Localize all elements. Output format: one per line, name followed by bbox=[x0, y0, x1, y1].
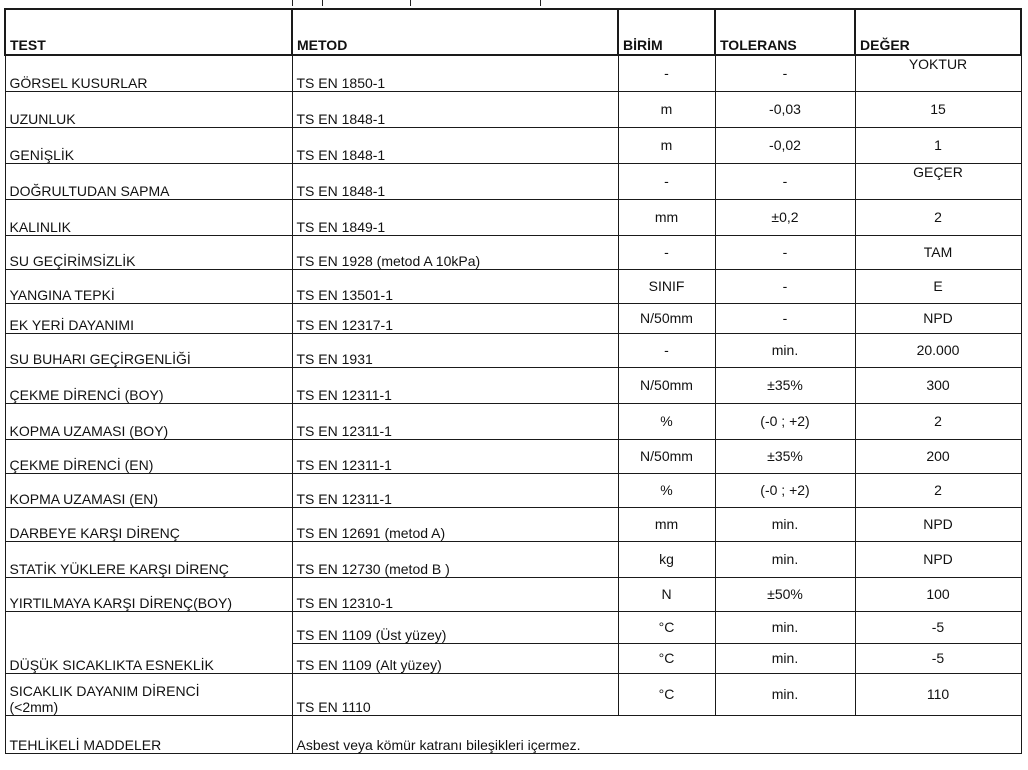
cell-tolerans: ±50% bbox=[715, 577, 855, 611]
cell-deger: GEÇER bbox=[855, 163, 1021, 199]
cell-test: ÇEKME DİRENCİ (EN) bbox=[5, 439, 292, 473]
spec-table bbox=[4, 8, 1022, 754]
table-row bbox=[5, 333, 1021, 367]
cell-deger: 110 bbox=[855, 673, 1021, 715]
cell-tolerans: ±0,2 bbox=[715, 199, 855, 235]
cell-birim: mm bbox=[618, 199, 715, 235]
cell-test-line: SICAKLIK DAYANIM DİRENCİ bbox=[9, 682, 200, 699]
cell-note: Asbest veya kömür katranı bileşikleri içermez. bbox=[292, 715, 1021, 753]
cell-tolerans: (-0 ; +2) bbox=[715, 473, 855, 507]
cell-deger: -5 bbox=[855, 643, 1021, 673]
cell-tolerans: min. bbox=[715, 333, 855, 367]
cell-birim: - bbox=[618, 235, 715, 269]
cell-metod: TS EN 1928 (metod A 10kPa) bbox=[292, 235, 618, 269]
cell-metod: TS EN 1110 bbox=[292, 673, 618, 715]
table-row bbox=[5, 403, 1021, 439]
header-birim: BİRİM bbox=[618, 9, 715, 55]
cell-deger: 1 bbox=[855, 127, 1021, 163]
cell-metod: TS EN 12317-1 bbox=[292, 303, 618, 333]
cell-birim: - bbox=[618, 55, 715, 91]
cell-birim: N/50mm bbox=[618, 439, 715, 473]
cell-test: SU BUHARI GEÇİRGENLİĞİ bbox=[5, 333, 292, 367]
cell-test: KALINLIK bbox=[5, 199, 292, 235]
cell-metod: TS EN 12730 (metod B ) bbox=[292, 541, 618, 577]
table-row bbox=[5, 577, 1021, 611]
cell-tolerans: -0,02 bbox=[715, 127, 855, 163]
header-metod: METOD bbox=[292, 9, 618, 55]
cell-tolerans: - bbox=[715, 269, 855, 303]
cell-test: GÖRSEL KUSURLAR bbox=[5, 55, 292, 91]
header-tolerans: TOLERANS bbox=[715, 9, 855, 55]
cell-metod: TS EN 1848-1 bbox=[292, 91, 618, 127]
cell-metod: TS EN 13501-1 bbox=[292, 269, 618, 303]
cell-tolerans: min. bbox=[715, 541, 855, 577]
cell-tolerans: - bbox=[715, 55, 855, 91]
cell-test: EK YERİ DAYANIMI bbox=[5, 303, 292, 333]
cell-test: STATİK YÜKLERE KARŞI DİRENÇ bbox=[5, 541, 292, 577]
cell-tolerans: -0,03 bbox=[715, 91, 855, 127]
cell-birim: - bbox=[618, 333, 715, 367]
cell-metod: TS EN 1109 (Alt yüzey) bbox=[292, 643, 618, 673]
cell-tolerans: ±35% bbox=[715, 367, 855, 403]
cell-test: DÜŞÜK SICAKLIKTA ESNEKLİK bbox=[5, 611, 292, 673]
table-row bbox=[5, 91, 1021, 127]
cell-test bbox=[5, 673, 292, 715]
cell-tolerans: - bbox=[715, 235, 855, 269]
cell-deger: E bbox=[855, 269, 1021, 303]
cell-test: ÇEKME DİRENCİ (BOY) bbox=[5, 367, 292, 403]
cell-test: YIRTILMAYA KARŞI DİRENÇ(BOY) bbox=[5, 577, 292, 611]
cell-deger: NPD bbox=[855, 507, 1021, 541]
cell-tolerans: min. bbox=[715, 611, 855, 643]
cell-metod: TS EN 1931 bbox=[292, 333, 618, 367]
cell-metod: TS EN 12311-1 bbox=[292, 439, 618, 473]
cell-tolerans: - bbox=[715, 163, 855, 199]
cell-metod: TS EN 1109 (Üst yüzey) bbox=[292, 611, 618, 643]
cell-test-line: (<2mm) bbox=[9, 698, 59, 715]
cell-test: DARBEYE KARŞI DİRENÇ bbox=[5, 507, 292, 541]
cell-deger: 20.000 bbox=[855, 333, 1021, 367]
cell-metod: TS EN 1848-1 bbox=[292, 127, 618, 163]
cell-metod: TS EN 12310-1 bbox=[292, 577, 618, 611]
cell-birim: - bbox=[618, 163, 715, 199]
table-row bbox=[5, 235, 1021, 269]
table-row bbox=[5, 269, 1021, 303]
cell-birim: N/50mm bbox=[618, 303, 715, 333]
header-test: TEST bbox=[5, 9, 292, 55]
cell-deger: 2 bbox=[855, 473, 1021, 507]
cell-birim: °C bbox=[618, 673, 715, 715]
cell-metod: TS EN 1849-1 bbox=[292, 199, 618, 235]
cell-deger: YOKTUR bbox=[855, 55, 1021, 91]
cell-metod: TS EN 12311-1 bbox=[292, 403, 618, 439]
table-row bbox=[5, 367, 1021, 403]
cell-birim: % bbox=[618, 473, 715, 507]
table-row bbox=[5, 673, 1021, 715]
cell-test: DOĞRULTUDAN SAPMA bbox=[5, 163, 292, 199]
table-row bbox=[5, 303, 1021, 333]
cell-test: SU GEÇİRİMSİZLİK bbox=[5, 235, 292, 269]
header-row bbox=[5, 9, 1021, 55]
cell-metod: TS EN 1850-1 bbox=[292, 55, 618, 91]
cell-metod: TS EN 12311-1 bbox=[292, 367, 618, 403]
cell-deger: TAM bbox=[855, 235, 1021, 269]
cell-metod: TS EN 12691 (metod A) bbox=[292, 507, 618, 541]
cell-tolerans: min. bbox=[715, 507, 855, 541]
cell-deger: 100 bbox=[855, 577, 1021, 611]
table-row bbox=[5, 127, 1021, 163]
table-row bbox=[5, 507, 1021, 541]
table-row bbox=[5, 439, 1021, 473]
cell-test: KOPMA UZAMASI (BOY) bbox=[5, 403, 292, 439]
cell-deger: 200 bbox=[855, 439, 1021, 473]
cell-tolerans: min. bbox=[715, 643, 855, 673]
cell-birim: kg bbox=[618, 541, 715, 577]
table-row bbox=[5, 163, 1021, 199]
table-row bbox=[5, 541, 1021, 577]
cell-birim: °C bbox=[618, 643, 715, 673]
cell-deger: -5 bbox=[855, 611, 1021, 643]
cell-deger: NPD bbox=[855, 303, 1021, 333]
cell-test: GENİŞLİK bbox=[5, 127, 292, 163]
cell-test: YANGINA TEPKİ bbox=[5, 269, 292, 303]
cell-test: KOPMA UZAMASI (EN) bbox=[5, 473, 292, 507]
table-row bbox=[5, 611, 1021, 643]
header-deger: DEĞER bbox=[855, 9, 1021, 55]
cell-birim: N/50mm bbox=[618, 367, 715, 403]
cell-metod: TS EN 12311-1 bbox=[292, 473, 618, 507]
cell-deger: 2 bbox=[855, 199, 1021, 235]
cell-metod: TS EN 1848-1 bbox=[292, 163, 618, 199]
top-edge-marks bbox=[292, 0, 552, 6]
cell-birim: °C bbox=[618, 611, 715, 643]
cell-deger: 2 bbox=[855, 403, 1021, 439]
cell-tolerans: (-0 ; +2) bbox=[715, 403, 855, 439]
cell-deger: 15 bbox=[855, 91, 1021, 127]
table-row bbox=[5, 55, 1021, 91]
cell-tolerans: min. bbox=[715, 673, 855, 715]
cell-tolerans: - bbox=[715, 303, 855, 333]
cell-birim: SINIF bbox=[618, 269, 715, 303]
cell-birim: N bbox=[618, 577, 715, 611]
table-row bbox=[5, 715, 1021, 753]
cell-test: TEHLİKELİ MADDELER bbox=[5, 715, 292, 753]
cell-deger: NPD bbox=[855, 541, 1021, 577]
table-row bbox=[5, 473, 1021, 507]
cell-test: UZUNLUK bbox=[5, 91, 292, 127]
cell-birim: m bbox=[618, 127, 715, 163]
cell-birim: m bbox=[618, 91, 715, 127]
cell-birim: % bbox=[618, 403, 715, 439]
cell-birim: mm bbox=[618, 507, 715, 541]
table-row bbox=[5, 199, 1021, 235]
cell-tolerans: ±35% bbox=[715, 439, 855, 473]
cell-deger: 300 bbox=[855, 367, 1021, 403]
